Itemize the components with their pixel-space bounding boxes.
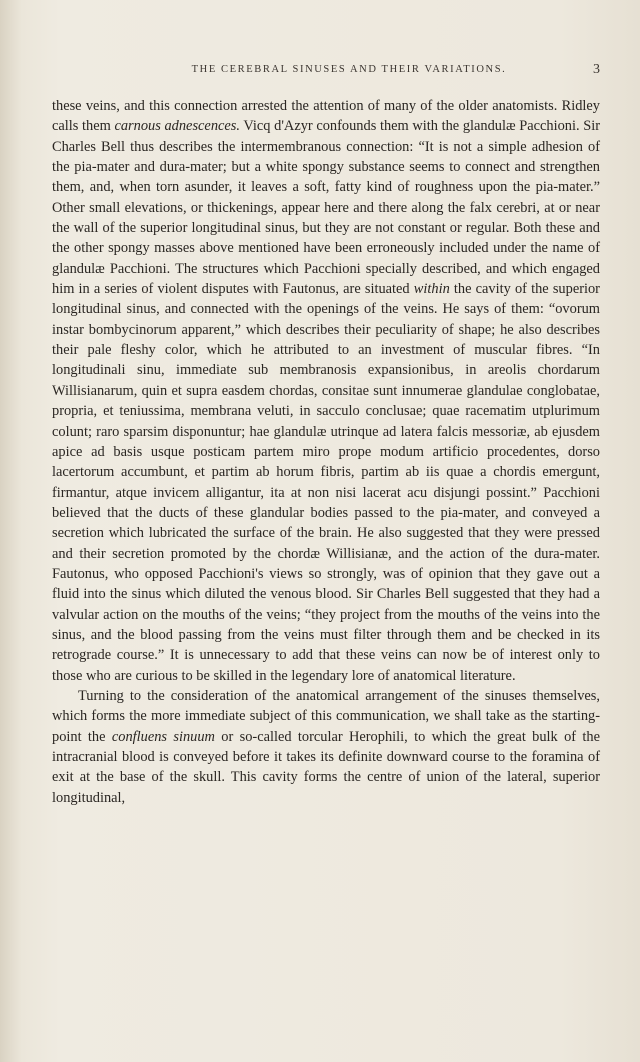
text-run: the cavity of the superior longitudinal sinus, and connected with the openings of the veins. He says of them: “ovorum instar bombycinorum apparent,” which describes their peculiarity of shape; he also describes their pale fleshy color, which he attributed to an investment of muscular fibres. “In longitudinali sinu, immediate sub membranosis expansionibus, in areolis chordarum Willisianarum, quin et supra easdem chordas, consitae sunt innumerae glandulae conglobatae, propria, et teniussima, membrana veluti, in sacculo conclusae; quae racematim utplurimum colunt; raro sparsim disponuntur; hae glandulæ utrinque ad latera falcis messoriæ, ab ejusdem apice ad basis usque posticam partem miro prope modum artificio procedentes, dorso lacertorum accumbunt, et partim ab horum fibris, partim ab iis quae a chordis emergunt, firmantur, atque invicem alligantur, ita at non nisi lacerat acu disjungi possint.” Pacchioni believed that the ducts of these glandular bodies passed to the pia-mater, and conveyed a secretion which lubricated the surface of the brain. He also suggested that they were pressed and their secretion promoted by the chordæ Willisianæ, and the action of the dura-mater. Fautonus, who opposed Pacchioni's views so strongly, was of opinion that they gave out a fluid into the sinus which diluted the venous blood. Sir Charles Bell suggested that they had a valvular action on the mouths of the veins; “they project from the mouths of the veins into the sinus, and the blood passing from the veins must filter through them and be checked in its retrograde course.” It is unnecessary to add that these veins can now be of interest only to those who are curious to be skilled in the legendary lore of anatomical literature.	[52, 281, 600, 684]
text-run: Vicq d'Azyr confounds them with the glandulæ Pacchioni. Sir Charles Bell thus describes the intermembranous connection: “It is not a simple adhesion of the pia-mater and dura-mater; but a white spongy substance seems to connect and strengthen them, and, when torn asunder, it leaves a soft, fatty kind of roughness upon the pia-mater.” Other small elevations, or thickenings, appear here and there along the falx cerebri, at or near the wall of the superior longitudinal sinus, but they are not constant or regular. Both these and the other spongy masses above mentioned have been erroneously included under the name of glandulæ Pacchioni. The structures which Pacchioni specially described, and which engaged him in a series of violent disputes with Fautonus, are situated	[52, 118, 601, 298]
text-run: or so-called torcular Herophili, to which the great bulk of the intracranial blood is conveyed before it takes its definite downward course to the foramina of exit at the base of the skull. This cavity forms the centre of union of the lateral, superior longitudinal,	[52, 728, 601, 806]
text-run: Turning to the consideration of the anatomical arrangement of the sinuses themselves, which forms the more immediate subject of this communication, we shall take as the starting-point the	[52, 687, 600, 745]
paragraph-2	[52, 686, 600, 808]
paragraph-1	[52, 96, 600, 686]
italic-term-carnous-adnescences: carnous adnescences.	[114, 118, 240, 135]
page-number: 3	[593, 62, 600, 77]
italic-term-within: within	[413, 281, 450, 298]
text-run: these veins, and this connection arrested the attention of many of the older anatomists. Ridley calls them	[52, 98, 600, 135]
page-header	[98, 64, 600, 84]
running-head: THE CEREBRAL SINUSES AND THEIR VARIATIONS.	[191, 64, 507, 75]
body-text	[52, 96, 600, 808]
italic-term-confluens-sinuum: confluens sinuum	[111, 728, 215, 745]
